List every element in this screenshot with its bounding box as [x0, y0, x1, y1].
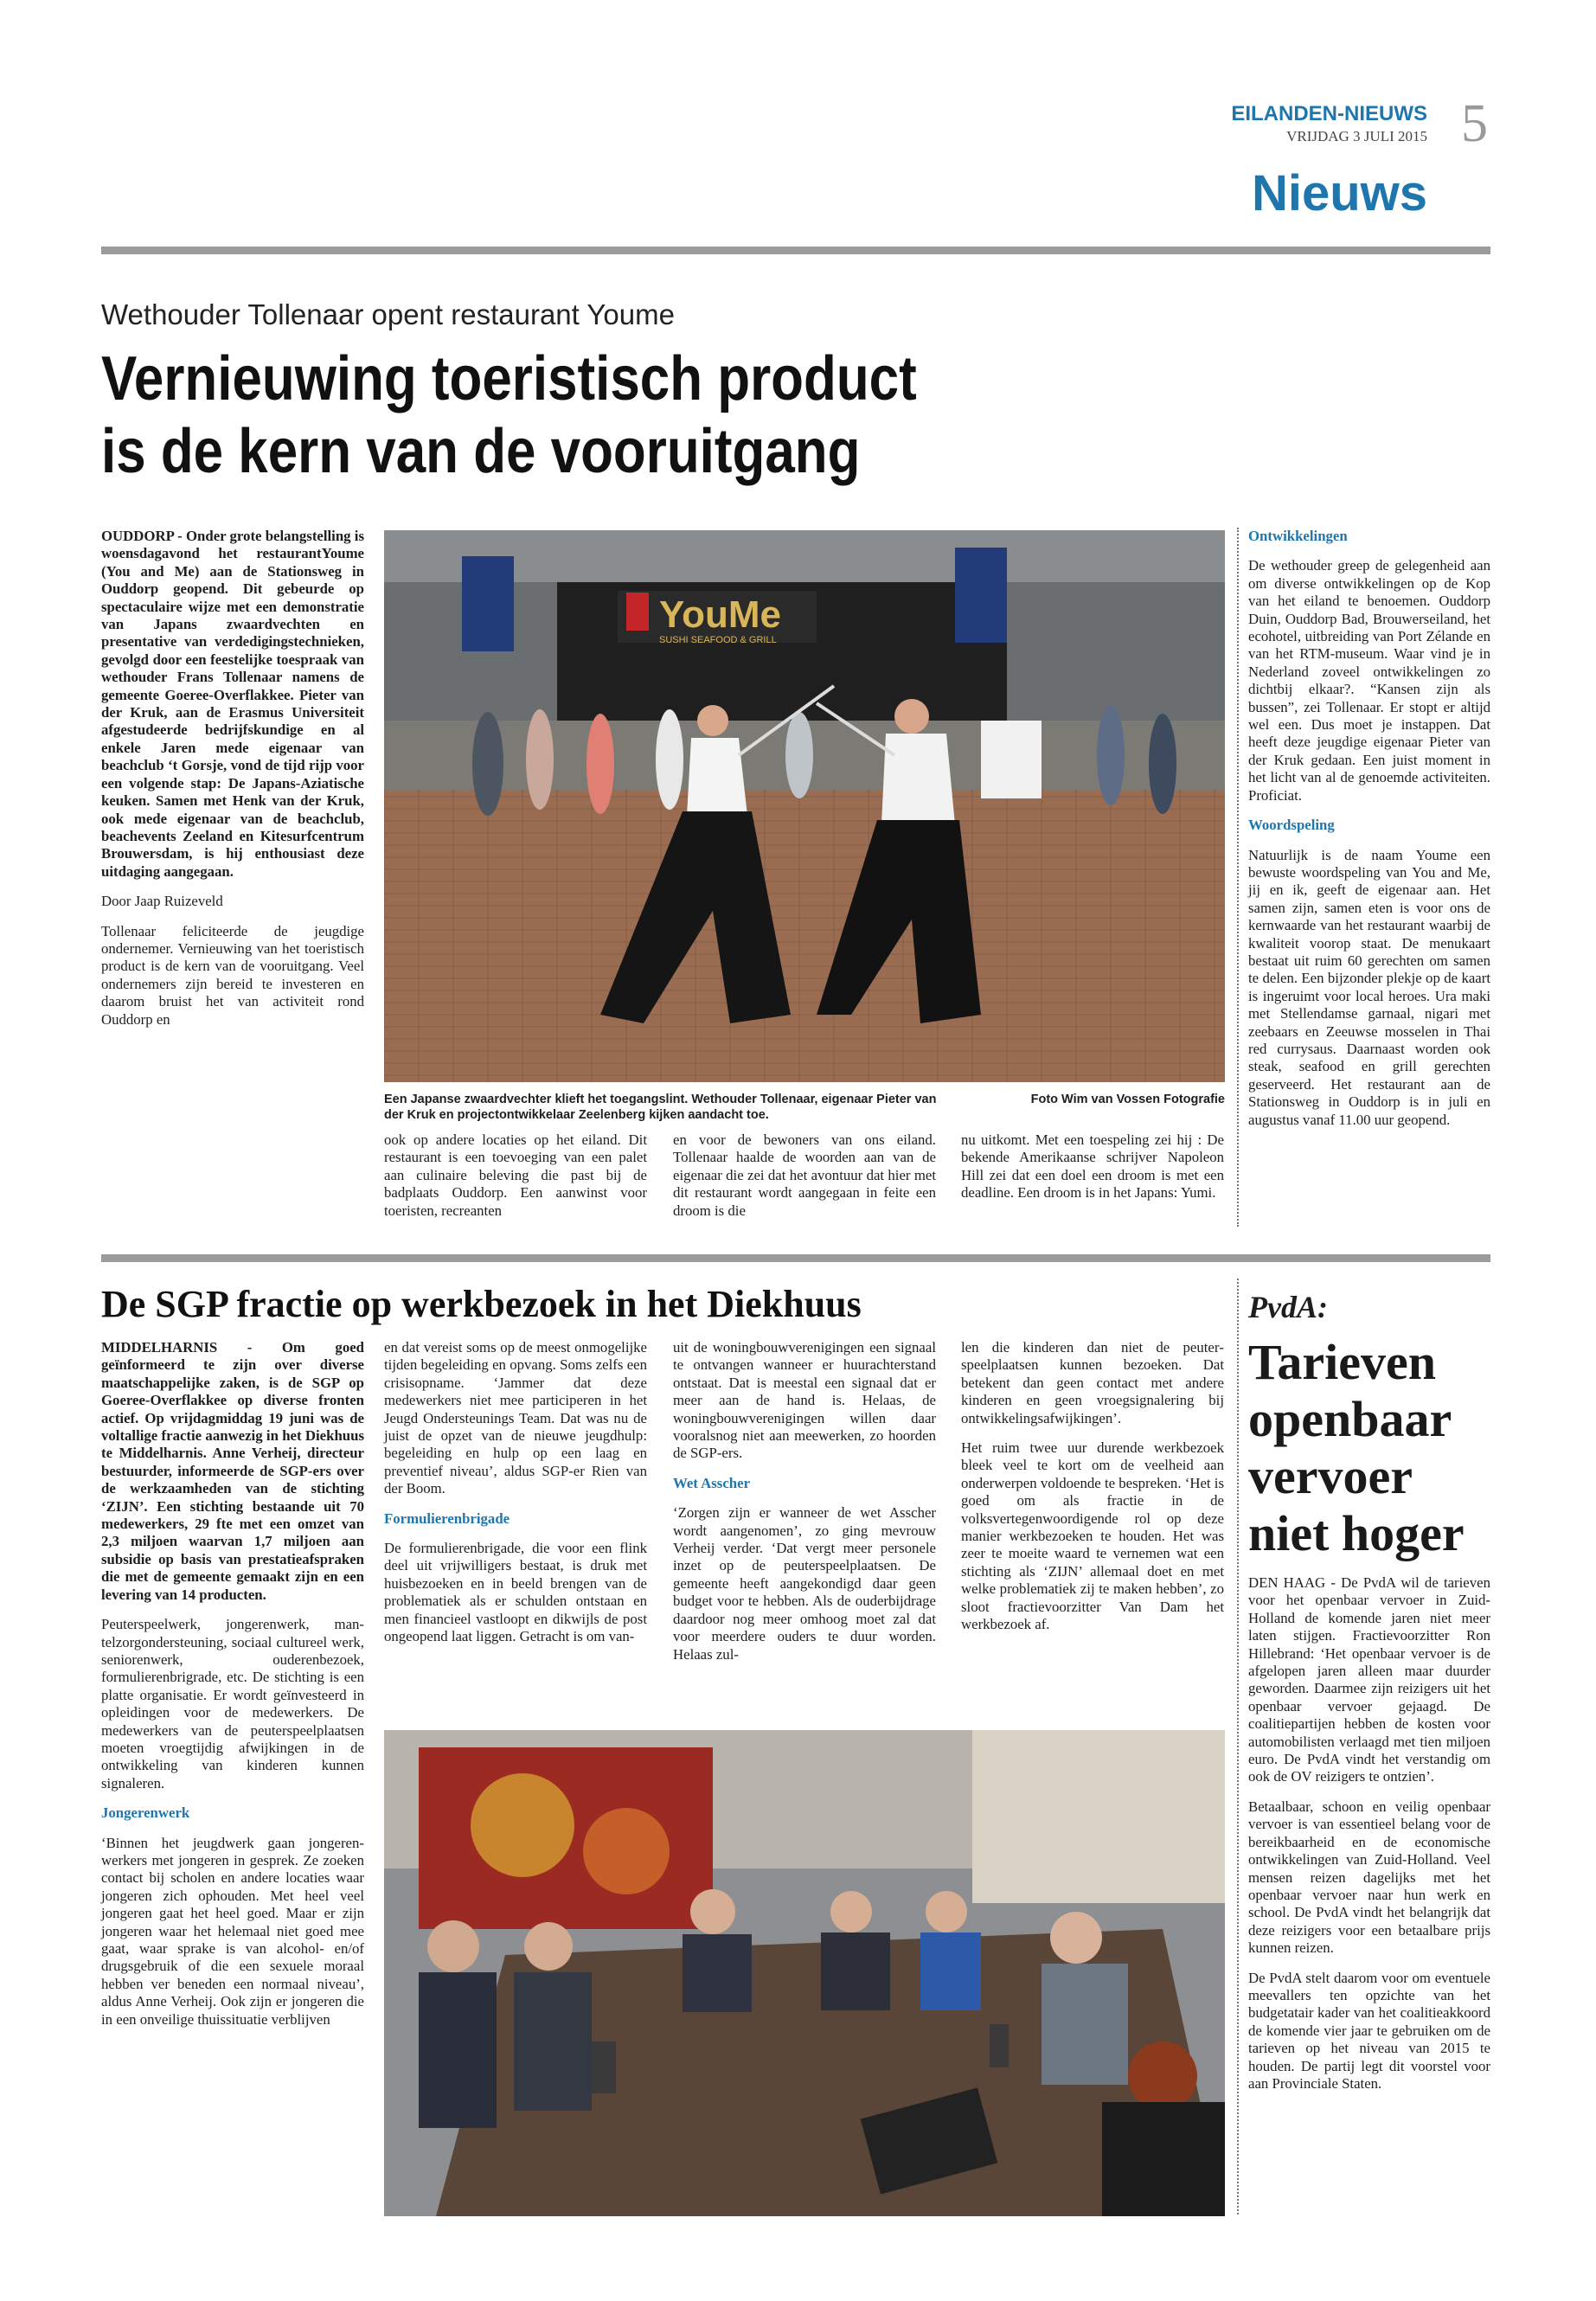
- article2-photo: [384, 1730, 1225, 2216]
- subhead-wet-asscher: Wet Asscher: [673, 1474, 751, 1491]
- brand-logo: EILANDEN-NIEUWS: [1231, 102, 1427, 125]
- photo-credit: Foto Wim van Vossen Fotografie: [1030, 1093, 1225, 1106]
- article2-col2-p2: De formulierenbrigade, die voor een flink deel uit vrijwilligers bestaat, is druk met huisbezoeken en in beeld brengen van de problematiek als er schulden ontstaan en men financieel vastloopt en dikwijls de post ongeopend laat liggen. Getracht is om van-: [384, 1540, 647, 1645]
- article3-p2: Betaalbaar, schoon en veilig openbaar vervoer is van essentieel belang voor de bereikbaarheid en de economische ontwikkelingen van Zuid-Holland. Veel mensen reizen dagelijks met het openbaar vervoer naar hun werk en school. De PvdA vindt het belangrijk dat deze reizigers voor een betaalbare prijs kunnen reizen.: [1248, 1798, 1490, 1957]
- article3-kicker: PvdA:: [1248, 1290, 1328, 1324]
- issue-date: VRIJDAG 3 JULI 2015: [1286, 128, 1427, 144]
- subhead-ontwikkelingen: Ontwikkelingen: [1248, 528, 1348, 544]
- column-divider: [1237, 528, 1239, 1227]
- sidebar-text-1: De wethouder greep de gelegenheid aan om diverse ontwikkelingen op de Kop van het eiland te benoemen. Ouddorp Duin, Ouddorp Bad, Brouwerseiland, het ecohotel, uitbreiding van Port Zélande en van het RTM-museum. Waar vind je in Nederland zoveel ontwikkelingen zo dichtbij elkaar?. “Kansen zijn als bussen”, zei Tollenaar. Er stopt er altijd wel een. Dus moet je instappen. Dat heeft deze jeugdige eigenaar Pieter van der Kruk gedaan. Een juist moment in het licht van al de genoemde activiteiten. Proficiat.: [1248, 557, 1490, 804]
- article2-col1-p3: ‘Binnen het jeugdwerk gaan jongerenwerkers met jongeren in gesprek. Ze zoeken contact bij scholen en andere locaties waar jongeren zich ophouden. Met heel veel jongeren gaat het heel goed. Maar er zijn jongeren waar het helemaal niet goed mee gaat, waar sprake is van alcohol- en/of drugsgebruik of die een sexuele moraal hebben ver beneden een normaal niveau’, aldus Anne Verheij. Ook zijn er jongeren die in een onveilige thuissituatie verblijven: [101, 1834, 364, 2028]
- headline-line-1: Tarieven: [1248, 1334, 1436, 1390]
- sword-demo-photo: [384, 530, 1225, 1082]
- article2-lead: MIDDELHARNIS - Om goed geïnformeerd te zijn over diverse maatschappelijke zaken, is de SGP op Goeree-Overflakkee op diverse fronten actief. Op vrijdagmiddag 19 juni was de voltallige fractie aanwezig in het Diekhuus te Middelharnis. Anne Verheij, directeur bestuurder, informeerde de SGP-ers over de werkzaamheden van de stichting ‘ZIJN’. Een stichting bestaande uit 70 medewerkers, 29 fte met een omzet van 2,3 miljoen waarvan 1,7 miljoen aan subsidie op basis van prestatieafspraken die met de gemeente gemaakt zijn en een levering van 14 producten.: [101, 1339, 364, 1603]
- article1-headline: [101, 343, 994, 488]
- sidebar-text-2: Natuurlijk is de naam Youme een bewuste woordspeling van You and Me, jij en ik, geeft de eigenaar aan. Het samen zijn, samen eten is voor ons de kernwaarde van het restaurant waarbij de kwaliteit voorop staat. De menukaart bestaat uit ruim 60 gerechten om samen te delen. Een bijzonder plekje op de kaart is ingeruimt voor local heroes. Ura maki met Stellendamse garnaal, nigari met zeebaars en Zeeuwse mosselen in Thai red currysaus. Daarnaast worden ook steak, seafood en grill gerechten geserveerd. Het restaurant aan de Stationsweg in Ouddorp is in juli en augustus vanaf 11.00 uur geopend.: [1248, 846, 1490, 1128]
- headline-line-2: is de kern van de vooruitgang: [101, 417, 861, 486]
- middle-rule: [101, 1254, 1490, 1262]
- article2-col2-p1: en dat vereist soms op de meest onmogelijke tijden begeleiding en opvang. Soms zelfs een crisisopname. ‘Jammer dat deze medewerkers niet mee participeren in het Jeugd Ondersteunings Team. Dat was nu de juist de opzet van de nieuwe jeugdhulp: begeleiding en hulp op een laag en preventief niveau’, aldus SGP-er Rien van der Boom.: [384, 1339, 647, 1497]
- subhead-woordspeling: Woordspeling: [1248, 817, 1335, 834]
- byline: Door Jaap Ruizeveld: [101, 893, 223, 910]
- article3: [1248, 1289, 1499, 2105]
- article1-col2-body: ook op andere locaties op het eiland. Dit restaurant is een toevoeging van een palet aan culinaire beleving die past bij de badplaats Ouddorp. Een aanwinst voor toeristen, recreanten: [384, 1131, 647, 1219]
- article1-col2: [384, 1131, 647, 1232]
- subhead-formulierenbrigade: Formulierenbrigade: [384, 1509, 510, 1527]
- article1-col3: [673, 1131, 936, 1232]
- meeting-photo: [384, 1730, 1225, 2216]
- article2-col4: [961, 1339, 1224, 1646]
- headline-line-1: Vernieuwing toeristisch product: [101, 344, 917, 413]
- page-number: 5: [1461, 94, 1488, 153]
- article1-col4: [961, 1131, 1224, 1215]
- article1-photo: [384, 530, 1225, 1082]
- section-title: Nieuws: [1251, 165, 1427, 221]
- article2-col2: [384, 1339, 647, 1658]
- photo-caption: Een Japanse zwaardvechter klieft het toegangslint. Wethouder Tollenaar, eigenaar Pieter van der Kruk en projectontwikkelaar Zeelenberg kijken aandacht toe.: [384, 1093, 937, 1122]
- article1-sidebar: [1248, 528, 1490, 1141]
- masthead: [1231, 102, 1427, 145]
- article2-col4-p1: len die kinderen dan niet de peuterspeelplaatsen kunnen bezoeken. Dat betekent dan geen contact met andere kinderen en geen vroegsignalering bij ontwikkelingsafwijkingen’.: [961, 1339, 1224, 1426]
- article2-col1-p2: Peuterspeelwerk, jongerenwerk, mantelzorgondersteuning, sociaal cultureel werk, seniorenwerk, ouderenbezoek, formulierenbrigrade, etc. De stichting is een platte organisatie. Er wordt geïnvesteerd in opleidingen voor de medewerkers. De medewerkers van de peuterspeelplaatsen moeten vroegtijdig afwijkingen in de ontwikkeling van kinderen kunnen signaleren.: [101, 1616, 364, 1791]
- article1-lead: OUDDORP - Onder grote belangstelling is woensdagavond het restaurantYoume (You and Me) aan de Stationsweg in Ouddorp geopend. Dit gebeurde op spectaculaire wijze met een demonstratie van Japans zwaardvechten en presentative van verdedigingstechnieken, gevolgd door een feestelijke toespraak van wethouder Frans Tollenaar namens de gemeente Goeree-Overflakkee. Pieter van der Kruk, aan de Erasmus Universiteit afgestudeerde bedrijfskundige en al enkele Jaren mede eigenaar van beachclub ‘t Gorsje, vond de tijd rijp voor een volgende stap: De Japans-Aziatische keuken. Samen met Henk van der Kruk, ook mede eigenaar van de beachclub, beachevents Zeeland en Kitesurfcentrum Brouwersdam, is hij enthousiast deze uitdaging aangegaan.: [101, 528, 364, 880]
- headline-line-2: openbaar: [1248, 1391, 1452, 1447]
- article2-col3: [673, 1339, 936, 1676]
- subhead-jongerenwerk: Jongerenwerk: [101, 1804, 190, 1822]
- article1-col1: [101, 528, 364, 1041]
- top-rule: [101, 247, 1490, 254]
- column-divider-2: [1237, 1279, 1239, 2214]
- restaurant-sign: YouMe: [659, 593, 781, 636]
- article1-col4-body: nu uitkomt. Met een toespeling zei hij : De bekende Amerikaanse schrijver Napoleon Hill zei dat een doel een droom is met een deadline. Een droom is in het Japans: Yumi.: [961, 1131, 1224, 1202]
- restaurant-sign-sub: SUSHI SEAFOOD & GRILL: [659, 635, 777, 645]
- article2-headline: De SGP fractie op werkbezoek in het Diekhuus: [101, 1283, 862, 1325]
- article1-col3-body: en voor de bewoners van ons eiland. Tollenaar haalde de woorden aan van de eigenaar die zei dat het avontuur dat hier met dit restaurant wordt aangegaan in feite een droom is die: [673, 1131, 936, 1219]
- article3-headline: [1248, 1334, 1499, 1562]
- article3-body: [1248, 1574, 1490, 2093]
- article2-col3-p2: ‘Zorgen zijn er wanneer de wet Asscher wordt aangenomen’, zo ging mevrouw Verheij verder. ‘Dat vergt meer personele inzet op de peuterspeelplaatsen. De gemeente heeft aangekondigd daar geen budget voor te hebben. Als de ouderbijdrage daardoor nog meer omhoog moet zal dat voor meerdere ouders te duur worden. Helaas zul-: [673, 1504, 936, 1663]
- article3-p1: DEN HAAG - De PvdA wil de tarieven voor het openbaar vervoer in Zuid-Holland de komende jaren niet meer laten stijgen. Fractievoorzitter Ron Hillebrand: ‘Het openbaar vervoer is de afgelopen jaren alleen maar duurder geworden. Daarmee zijn reizigers uit het openbaar vervoer gejaagd. De coalitiepartijen hebben de kosten voor automobilisten verlaagd met tien miljoen euro. De PvdA vindt het verstandig om ook de OV reizigers te ontzien’.: [1248, 1574, 1490, 1785]
- article1-kicker: Wethouder Tollenaar opent restaurant Youme: [101, 298, 675, 330]
- headline-line-3: vervoer: [1248, 1448, 1413, 1504]
- headline-line-4: niet hoger: [1248, 1505, 1465, 1561]
- article1-col1-body: Tollenaar feliciteerde de jeugdige ondernemer. Vernieuwing van het toeristisch product is de kern van de vooruitgang. Veel ondernemers zijn bereid te investeren en daarom bruist het van activiteit rond Ouddorp en: [101, 922, 364, 1028]
- article2-col3-p1: uit de woningbouwverenigingen een signaal te ontvangen wanneer er huurachterstand ontstaat. Dat is meestal een signaal dat er meer aan de hand is. Helaas, de woningbouwverenigingen willen daar vooralsnog niet aan meewerken, zo hoorden de SGP-ers.: [673, 1339, 936, 1462]
- article2-col4-p2: Het ruim twee uur durende werkbezoek bleek veel te kort om de veelheid aan onderwerpen voldoende te bespreken. ‘Het is goed om als fractie in de volksvertegenwoordigende rol op deze manier werkbezoeken te houden. Het was zeer te moeite waard te vernemen wat een stichting als ‘ZIJN’ allemaal doet en met welke problematiek zij te maken hebben’, zo sloot fractievoorzitter Van Dam het werkbezoek af.: [961, 1439, 1224, 1633]
- article3-p3: De PvdA stelt daarom voor om eventuele meevallers ten opzichte van het budgetatair kader van het coalitieakkoord de komende vier jaar te gebruiken om de tarieven op het niveau van 2015 te houden. De partij legt dit voorstel voor aan Provinciale Staten.: [1248, 1969, 1490, 2092]
- article2-col1: [101, 1339, 364, 2041]
